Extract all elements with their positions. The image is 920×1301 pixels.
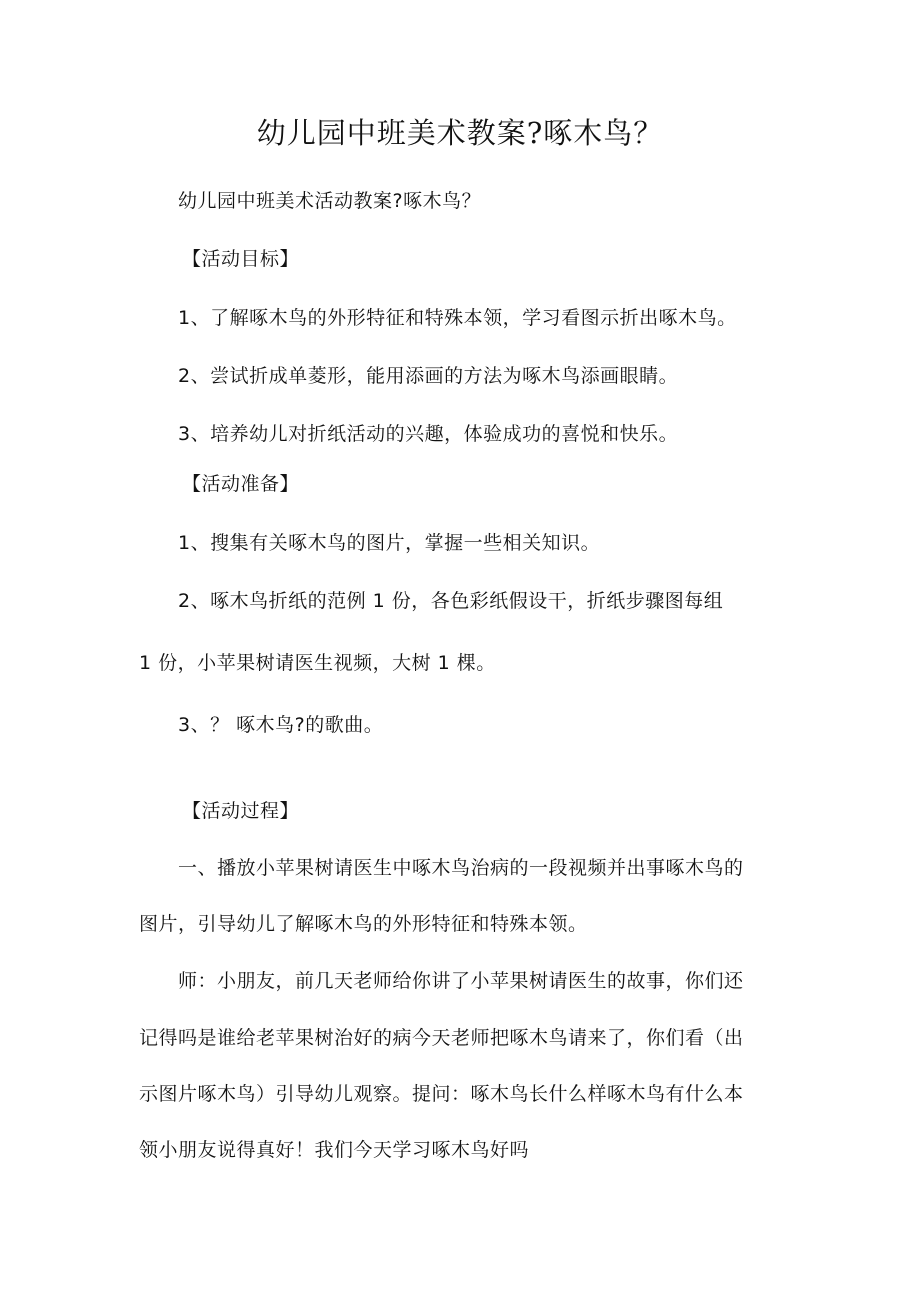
process-line-4: 记得吗是谁给老苹果树治好的病今天老师把啄木鸟请来了，你们看（出 [139, 1027, 744, 1049]
goal-item-2: 2、尝试折成单菱形，能用添画的方法为啄木鸟添画眼睛。 [178, 365, 679, 387]
section-heading-goals: 【活动目标】 [182, 248, 300, 270]
process-line-2: 图片，引导幼儿了解啄木鸟的外形特征和特殊本领。 [139, 913, 588, 935]
preparation-item-1: 1、搜集有关啄木鸟的图片，掌握一些相关知识。 [178, 532, 601, 554]
preparation-item-3: 3、？ 啄木鸟?的歌曲。 [178, 714, 384, 736]
preparation-item-2-continued: 1 份，小苹果树请医生视频，大树 1 棵。 [139, 652, 496, 674]
preparation-item-2: 2、啄木鸟折纸的范例 1 份，各色彩纸假设干，折纸步骤图每组 [178, 590, 724, 612]
section-heading-preparation: 【活动准备】 [182, 473, 300, 495]
process-line-5: 示图片啄木鸟）引导幼儿观察。提问：啄木鸟长什么样啄木鸟有什么本 [139, 1083, 744, 1105]
section-heading-process: 【活动过程】 [182, 800, 300, 822]
document-title: 幼儿园中班美术教案?啄木鸟？ [256, 116, 664, 150]
process-line-1: 一、播放小苹果树请医生中啄木鸟治病的一段视频并出事啄木鸟的 [178, 857, 744, 879]
process-line-6: 领小朋友说得真好！我们今天学习啄木鸟好吗 [139, 1139, 530, 1161]
document-subtitle: 幼儿园中班美术活动教案?啄木鸟？ [178, 190, 482, 212]
process-line-3: 师：小朋友，前几天老师给你讲了小苹果树请医生的故事，你们还 [178, 970, 744, 992]
goal-item-1: 1、了解啄木鸟的外形特征和特殊本领，学习看图示折出啄木鸟。 [178, 307, 737, 329]
goal-item-3: 3、培养幼儿对折纸活动的兴趣，体验成功的喜悦和快乐。 [178, 423, 679, 445]
